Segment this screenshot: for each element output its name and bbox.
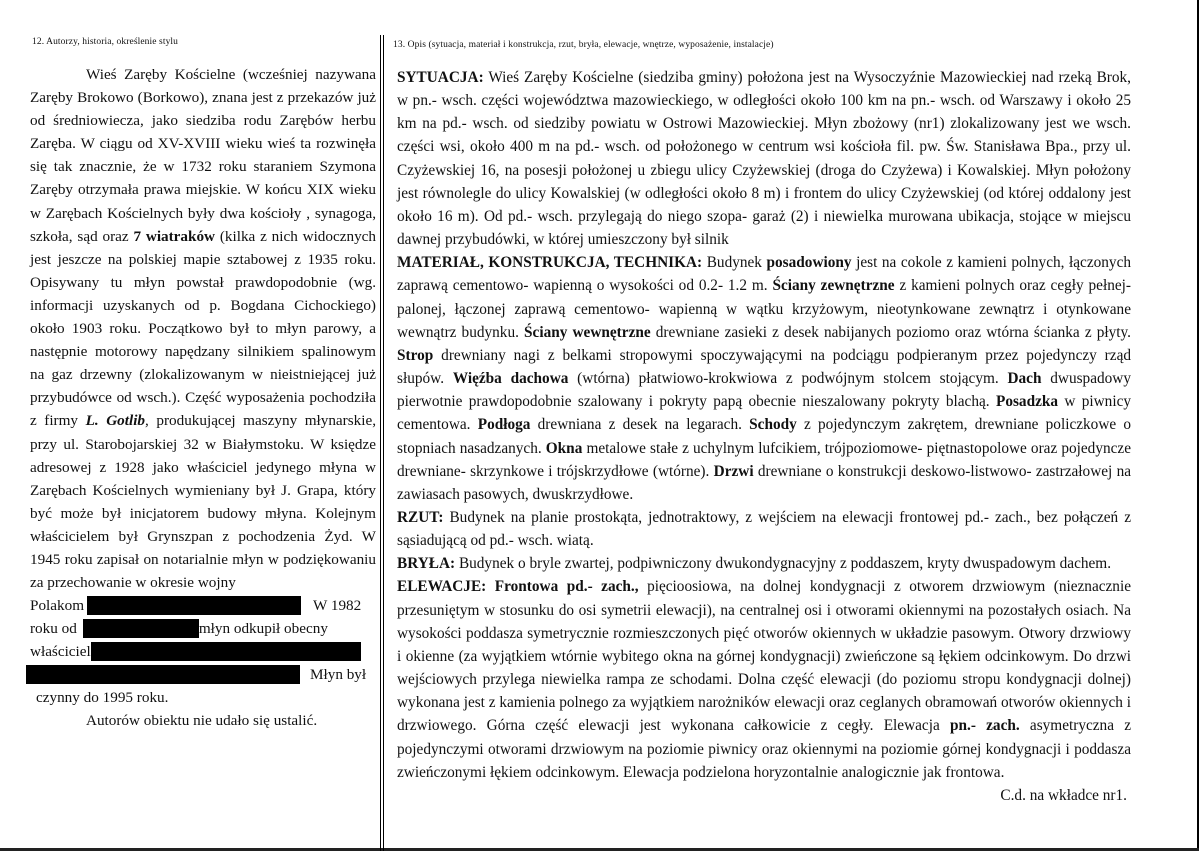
description-column (397, 66, 1131, 807)
section-12-heading: 12. Autorzy, historia, określenie stylu (32, 37, 179, 47)
history-column (30, 63, 376, 732)
redacted-line-1-post: W 1982 (313, 597, 362, 615)
plan-text: Budynek na planie prostokąta, jednotraktowy, z wejściem na elewacji frontowej pd.- zach., bez połączeń z sąsiadującą od pd.- wsch. wiatą. (397, 508, 1131, 550)
continued-note: C.d. na wkładce nr1. (1000, 786, 1127, 804)
material-text: (wtórna) płatwiowo-krokwiowa z podwójnym stolcem stojącym. (577, 370, 999, 388)
material-text: z kamieni polnych oraz cegły pełnej- palonej, łączonej zaprawą cementowo- wapienną w wątku krzyżowym, nieotynkowane zewnątrz i otynkowane wewnątrz budynku. (397, 277, 1131, 341)
material-text: drewniane zasieki z desek nabijanych poziomo oraz wtórna ścianka z płyty. (655, 323, 1131, 341)
redaction-block (26, 665, 300, 684)
redacted-line-2-post: młyn odkupił obecny (198, 620, 328, 638)
front-elevation-label: Frontowa pd.- zach., (494, 578, 639, 596)
material-term: Posadzka (995, 393, 1059, 411)
material-term: Ściany zewnętrzne (772, 277, 895, 295)
material-term: Więźba dachowa (452, 370, 569, 388)
elevations-text: pięcioosiowa, na dolnej kondygnacji z otworem drzwiowym (nieznacznie przesuniętym w stosunku do osi symetrii elewacji), na centralnej osi i otworami okiennymi na pozostałych osiach. Na wysokości poddasza symetrycznie rozmieszczonych pięć otworów okiennych w układzie pasowym. Otwory drzwiowy i okienne (za wyjątkiem wtórnie wybitego okna na górnej kondygnacji) zwieńczone są łękiem odcinkowym. Do drzwi wejściowych przylega niewielka rampa ze schodami. Dolna część elewacji (do poziomu stropu kondygnacji dolnej) wykonana jest z kamienia polnego za wyjątkiem narożników elewacji oraz ceglanych obramowań otworów okiennych i drzwiowego. Górna część elewacji jest wykonana całkowicie z cegły. Elewacja (397, 578, 1131, 735)
plan-label: RZUT: (397, 508, 444, 526)
situation-text: Wieś Zaręby Kościelne (siedziba gminy) położona jest na Wysoczyźnie Mazowieckiej nad rzeką Brok, w pn.- wsch. części województwa mazowieckiego, w odległości około 100 km na pn.- wsch. od Warszawy i około 25 km na pd.- wsch. od siedziby powiatu w Ostrowi Mazowieckiej. Młyn zbożowy (nr1) zlokalizowany jest we wsch. części wsi, około 400 m na pd.- wsch. od położonego w centrum wsi kościoła fil. pw. Św. Stanisława Bpa., przy ul. Czyżewskiej 16, na posesji położonej u zbiegu ulicy Czyżewskiej (droga do Czyżewa) i Kowalskiej. Młyn położony jest równolegle do ulicy Kowalskiej (w odległości około 8 m) i frontem do ulicy Czyżewskiej (od której oddalony jest około 16 m). Od pd.- wsch. przylegają do niego szopa- garaż (2) i niewielka murowana ubikacja, stojące w miejscu dawnej przybudówki, w której umieszczony był silnik (397, 69, 1131, 249)
material-term: Dach (1007, 370, 1042, 388)
authors-note: Autorów obiektu nie udało się ustalić. (86, 712, 318, 730)
redacted-line-1-pre: Polakom (30, 597, 85, 615)
material-text: dwuspadowy pierwotnie prawdopodobnie szalowany i pokryty papą obecnie nieszalowany pokryty blachą. (397, 370, 1131, 411)
history-text-c: , produkującej maszyny młynarskie, przy ul. Starobojarskiej 32 w Białymstoku. W księdze adresowej z 1928 jako właściciel jedynego młyna w Zarębach Kościelnych wymieniany był J. Grapa, który być może był inicjatorem budowy młyna. Kolejnym właścicielem był Grynszpan z pochodzenia Żyd. W 1945 roku zapisał on notarialnie młyn w podziękowaniu za przechowanie w okresie wojny (30, 412, 376, 592)
windmills-count: 7 wiatraków (133, 227, 216, 245)
material-paragraph (397, 251, 1131, 506)
redacted-line-2-pre: roku od (30, 620, 77, 638)
mass-label: BRYŁA: (397, 555, 456, 573)
material-term: Strop (397, 346, 434, 364)
mass-paragraph (397, 552, 1131, 575)
redaction-block (91, 642, 361, 661)
history-text-a: Wieś Zaręby Kościelne (wcześniej nazywana Zaręby Brokowo (Borkowo), znana jest z przekazów już od średniowiecza, jako siedziba rodu Zarębów herbu Zaręba. W ciągu od XV-XVIII wieku wieś ta rozwinęła się tak znacznie, że w 1732 roku staraniem Szymona Zaręby otrzymała prawa miejskie. W końcu XIX wieku w Zarębach Kościelnych były dwa kościoły , synagoga, szkoła, sąd oraz (30, 66, 376, 245)
redacted-line-3-pre: właściciel (30, 643, 91, 661)
column-divider-inner (383, 35, 384, 851)
plan-paragraph (397, 506, 1131, 552)
situation-label: SYTUACJA: (397, 69, 484, 86)
material-term: Okna (545, 439, 583, 457)
material-text: z pojedynczym zakrętem, drewniane policzkowe o stopniach nasadzanych. (397, 416, 1132, 457)
redacted-line-1 (30, 594, 376, 617)
company-name: L. Gotlib (85, 412, 146, 430)
material-text: drewniane o konstrukcji deskowo-listwowo- zastrzałowej na zawiasach pasowych, dwuskrzydłowe. (397, 462, 1132, 503)
history-paragraph (30, 63, 376, 594)
material-text: Budynek (706, 254, 762, 272)
material-term: Podłoga (477, 416, 531, 434)
redacted-line-4-post: Młyn był (310, 666, 367, 684)
redaction-block (87, 596, 301, 615)
material-label: MATERIAŁ, KONSTRUKCJA, TECHNIKA: (397, 254, 703, 272)
history-text-b: (kilka z nich widocznych jest jeszcze na polskiej mapie sztabowej z 1935 roku. Opisywany tu młyn powstał prawdopodobnie (wg. informacji uzyskanych od p. Bogdana Cichockiego) około 1903 roku. Początkowo był to młyn parowy, a następnie motorowy napędzany silnikiem spalinowym na gaz drzewny (zlokalizowanym w nieistniejącej już przybudówce od wsch.). Część wyposażenia pochodziła z firmy (30, 227, 377, 430)
section-13-heading: 13. Opis (sytuacja, materiał i konstrukcja, rzut, bryła, elewacje, wnętrze, wyposażenie, instalacje) (393, 40, 774, 50)
side-elevation-label: pn.- zach. (949, 717, 1020, 735)
material-text: drewniana z desek na legarach. (537, 416, 742, 434)
redaction-block (83, 619, 199, 638)
material-text: w piwnicy cementowa. (397, 393, 1132, 434)
column-divider (380, 35, 381, 851)
material-text: drewniany nagi z belkami stropowymi spoczywającymi na podciągu podpieranym przez pojedynczy rząd słupów. (397, 346, 1132, 388)
material-term: posadowiony (766, 254, 852, 272)
material-text: metalowe stałe z uchylnym lufcikiem, trójpoziomowe- piętnastopolowe oraz pojedyncze drewniane- skrzynkowe i trójskrzydłowe (wtórne). (397, 439, 1131, 480)
material-term: Schody (749, 416, 797, 434)
elevations-text-b: asymetryczna z pojedynczymi otworami drzwiowym na poziomie piwnicy oraz okiennymi na poziomie górnej kondygnacji i poddasza zwieńczonymi łękiem odcinkowym. Elewacja podzielona horyzontalnie analogicznie jak frontowa. (397, 717, 1131, 781)
material-term: Ściany wewnętrzne (524, 323, 651, 341)
material-term: Drzwi (713, 462, 754, 480)
operating-years: czynny do 1995 roku. (36, 689, 169, 707)
situation-paragraph (397, 66, 1131, 251)
elevations-label: ELEWACJE: (397, 578, 487, 596)
redacted-line-2 (30, 617, 376, 640)
redacted-line-4 (30, 663, 376, 686)
elevations-paragraph (397, 575, 1131, 783)
redacted-line-3 (30, 640, 376, 663)
material-text: jest na cokole z kamieni polnych, łączonych zaprawą cementowo- wapienną o wysokości od 0.2- 1.2 m. (397, 254, 1132, 295)
mass-text: Budynek o bryle zwartej, podpiwniczony dwukondygnacyjny z poddaszem, kryty dwuspadowym dachem. (458, 555, 1112, 573)
